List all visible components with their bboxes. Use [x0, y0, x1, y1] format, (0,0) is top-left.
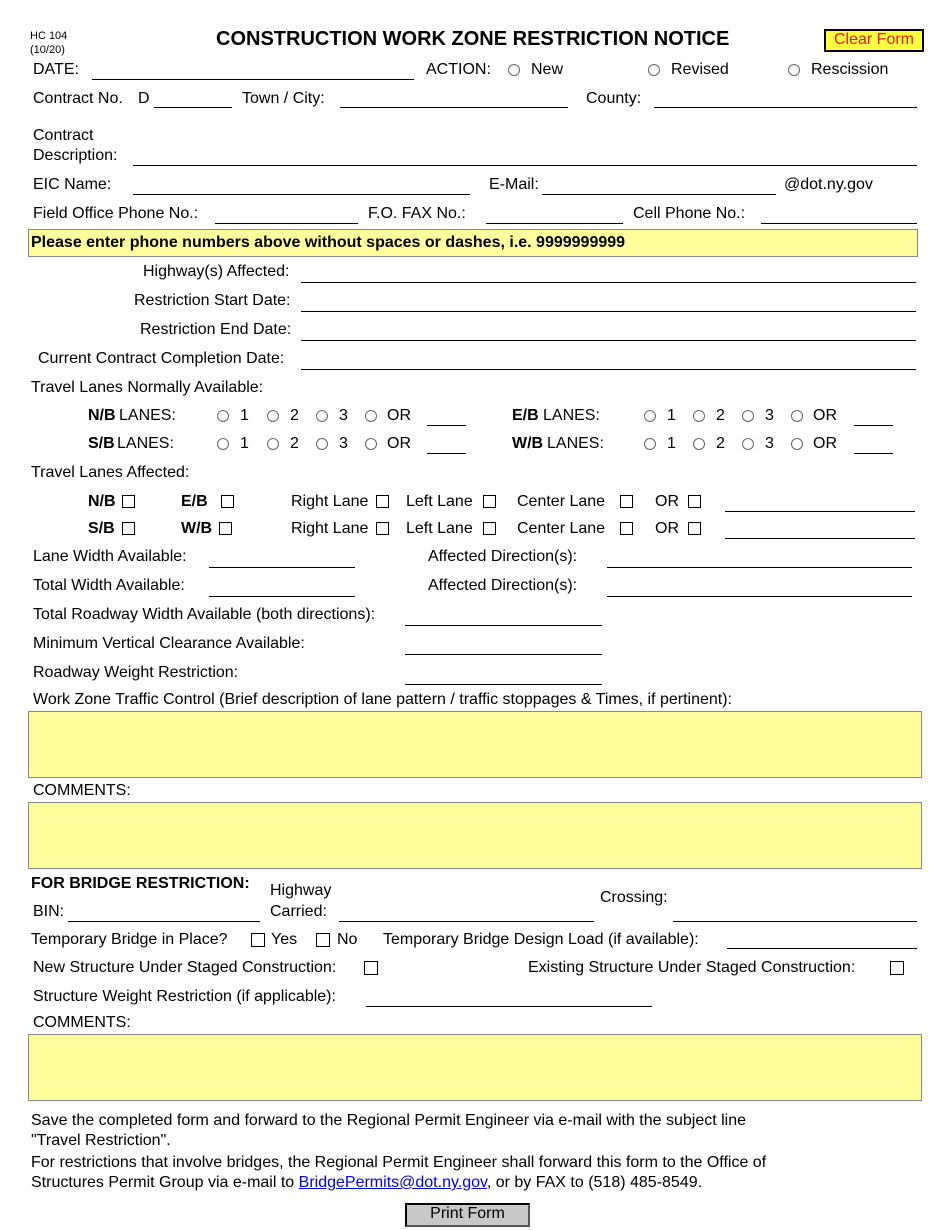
restriction-start-label: Restriction Start Date: [134, 292, 291, 309]
weight-restriction-field[interactable] [405, 684, 602, 685]
contract-description-field[interactable] [133, 165, 917, 166]
contract-description-label-1: Contract [33, 127, 94, 144]
comments-textarea-1[interactable] [28, 802, 922, 869]
restriction-start-field[interactable] [301, 311, 916, 312]
temp-bridge-no-checkbox[interactable] [316, 933, 330, 947]
affected-wb-label: W/B [181, 520, 213, 537]
action-revised-label: Revised [671, 61, 729, 78]
eic-name-label: EIC Name: [33, 176, 112, 193]
lane-width-label: Lane Width Available: [33, 548, 187, 565]
row1-other-field[interactable] [725, 511, 915, 512]
wb-lanes-1-label: 1 [667, 435, 676, 452]
form-revision: (10/20) [30, 44, 65, 56]
contract-no-field[interactable] [154, 107, 232, 108]
row1-or-label: OR [655, 493, 679, 510]
eb-lanes-2-radio[interactable] [693, 410, 705, 422]
structure-weight-label: Structure Weight Restriction (if applicable): [33, 988, 336, 1005]
eb-lanes-label: LANES: [543, 407, 600, 424]
total-width-label: Total Width Available: [33, 577, 185, 594]
nb-lanes-1-radio[interactable] [217, 410, 229, 422]
eb-lanes-1-radio[interactable] [644, 410, 656, 422]
wb-lanes-other-field[interactable] [854, 453, 893, 454]
field-office-phone-field[interactable] [215, 223, 358, 224]
temp-design-load-field[interactable] [727, 948, 917, 949]
contract-prefix: D [138, 90, 150, 107]
sb-lanes-1-label: 1 [240, 435, 249, 452]
affected-sb-checkbox[interactable] [122, 522, 135, 535]
nb-lanes-other-field[interactable] [427, 425, 466, 426]
new-structure-label: New Structure Under Staged Construction: [33, 959, 337, 976]
temp-bridge-no-label: No [337, 931, 358, 948]
lane-width-direction-field[interactable] [607, 567, 912, 568]
temp-bridge-yes-label: Yes [271, 931, 298, 948]
completion-date-label: Current Contract Completion Date: [38, 350, 285, 367]
temp-design-load-label: Temporary Bridge Design Load (if available): [383, 931, 699, 948]
highways-affected-label: Highway(s) Affected: [143, 263, 290, 280]
wb-lanes-3-label: 3 [765, 435, 774, 452]
crossing-label: Crossing: [600, 889, 668, 906]
bin-label: BIN: [33, 903, 65, 920]
date-label: DATE: [33, 61, 79, 78]
eb-lanes-other-field[interactable] [854, 425, 893, 426]
highways-affected-field[interactable] [301, 282, 916, 283]
weight-restriction-label: Roadway Weight Restriction: [33, 664, 239, 681]
row2-left-lane-label: Left Lane [406, 520, 473, 537]
lane-width-field[interactable] [209, 567, 355, 568]
affected-sb-label: S/B [88, 520, 115, 537]
eb-lanes-2-label: 2 [716, 407, 725, 424]
footer-line-3: For restrictions that involve bridges, the Regional Permit Engineer shall forward this form to the Office of [31, 1154, 767, 1171]
sb-label: S/B [88, 435, 115, 452]
total-roadway-label: Total Roadway Width Available (both directions): [33, 606, 376, 623]
min-clearance-label: Minimum Vertical Clearance Available: [33, 635, 305, 652]
row2-or-checkbox[interactable] [688, 522, 701, 535]
footer-line-4-suffix: , or by FAX to (518) 485-8549. [486, 1174, 703, 1191]
print-form-button[interactable]: Print Form [405, 1203, 530, 1227]
lane-width-direction-label: Affected Direction(s): [428, 548, 578, 565]
existing-structure-checkbox[interactable] [890, 961, 904, 975]
bridge-restriction-header: FOR BRIDGE RESTRICTION: [31, 875, 250, 892]
wb-lanes-2-label: 2 [716, 435, 725, 452]
sb-lanes-3-radio[interactable] [316, 438, 328, 450]
nb-lanes-3-radio[interactable] [316, 410, 328, 422]
comments-label-2: COMMENTS: [33, 1014, 131, 1031]
row2-other-field[interactable] [725, 538, 915, 539]
sb-lanes-or-label: OR [387, 435, 411, 452]
page-title: CONSTRUCTION WORK ZONE RESTRICTION NOTICE [216, 28, 730, 50]
clear-form-button[interactable]: Clear Form [824, 29, 924, 52]
lanes-affected-label: Travel Lanes Affected: [31, 464, 190, 481]
comments-label-1: COMMENTS: [33, 782, 131, 799]
total-width-direction-field[interactable] [607, 596, 912, 597]
total-roadway-field[interactable] [405, 625, 602, 626]
town-label: Town / City: [242, 90, 325, 107]
fo-fax-field[interactable] [486, 223, 623, 224]
affected-nb-label: N/B [88, 493, 116, 510]
action-label: ACTION: [426, 61, 491, 78]
action-new-label: New [531, 61, 564, 78]
eb-lanes-3-radio[interactable] [742, 410, 754, 422]
action-new-radio[interactable] [508, 64, 520, 76]
fo-fax-label: F.O. FAX No.: [368, 205, 466, 222]
eb-lanes-or-radio[interactable] [791, 410, 803, 422]
row1-right-lane-checkbox[interactable] [376, 495, 389, 508]
row2-left-lane-checkbox[interactable] [483, 522, 496, 535]
row2-right-lane-checkbox[interactable] [376, 522, 389, 535]
eb-lanes-3-label: 3 [765, 407, 774, 424]
total-width-direction-label: Affected Direction(s): [428, 577, 578, 594]
wb-lanes-or-label: OR [813, 435, 837, 452]
sb-lanes-3-label: 3 [339, 435, 348, 452]
contract-no-label: Contract No. [33, 90, 123, 107]
bin-field[interactable] [68, 921, 260, 922]
wz-control-label: Work Zone Traffic Control (Brief description of lane pattern / traffic stoppages & Times, if pertinent): [33, 691, 732, 708]
temp-bridge-label: Temporary Bridge in Place? [31, 931, 228, 948]
sb-lanes-other-field[interactable] [427, 453, 466, 454]
normally-available-label: Travel Lanes Normally Available: [31, 379, 264, 396]
eb-lanes-or-label: OR [813, 407, 837, 424]
eb-lanes-1-label: 1 [667, 407, 676, 424]
restriction-end-label: Restriction End Date: [140, 321, 292, 338]
field-office-phone-label: Field Office Phone No.: [33, 205, 199, 222]
nb-lanes-label: LANES: [119, 407, 176, 424]
completion-date-field[interactable] [301, 369, 916, 370]
nb-lanes-3-label: 3 [339, 407, 348, 424]
form-number: HC 104 [30, 30, 68, 42]
wz-control-textarea[interactable] [28, 711, 922, 778]
footer-line-4 [31, 1174, 702, 1192]
action-revised-radio[interactable] [648, 64, 660, 76]
sb-lanes-2-label: 2 [290, 435, 299, 452]
cell-phone-label: Cell Phone No.: [633, 205, 746, 222]
town-field[interactable] [340, 107, 568, 108]
highway-carried-field[interactable] [339, 921, 594, 922]
action-rescission-radio[interactable] [788, 64, 800, 76]
total-width-field[interactable] [209, 596, 355, 597]
row1-right-lane-label: Right Lane [291, 493, 369, 510]
min-clearance-field[interactable] [405, 654, 602, 655]
phone-notice-text: Please enter phone numbers above without spaces or dashes, i.e. 9999999999 [31, 234, 626, 251]
nb-lanes-2-radio[interactable] [267, 410, 279, 422]
sb-lanes-2-radio[interactable] [267, 438, 279, 450]
row1-center-lane-checkbox[interactable] [620, 495, 633, 508]
wb-lanes-label: LANES: [547, 435, 604, 452]
bridge-permits-email-link[interactable]: BridgePermits@dot.ny.gov [298, 1174, 487, 1191]
eic-name-field[interactable] [133, 194, 470, 195]
restriction-end-field[interactable] [301, 340, 916, 341]
county-label: County: [586, 90, 642, 107]
nb-label: N/B [88, 407, 116, 424]
wb-lanes-or-radio[interactable] [791, 438, 803, 450]
sb-lanes-or-radio[interactable] [365, 438, 377, 450]
date-field[interactable] [92, 79, 414, 80]
eb-label: E/B [512, 407, 539, 424]
existing-structure-label: Existing Structure Under Staged Construction: [528, 959, 856, 976]
row1-left-lane-checkbox[interactable] [483, 495, 496, 508]
affected-wb-checkbox[interactable] [219, 522, 232, 535]
carried-label: Carried: [270, 903, 327, 920]
affected-eb-checkbox[interactable] [221, 495, 234, 508]
contract-description-label-2: Description: [33, 147, 118, 164]
affected-eb-label: E/B [181, 493, 208, 510]
comments-textarea-2[interactable] [28, 1034, 922, 1101]
wb-label: W/B [512, 435, 544, 452]
email-label: E-Mail: [489, 176, 539, 193]
action-rescission-label: Rescission [811, 61, 889, 78]
sb-lanes-label: LANES: [117, 435, 174, 452]
wb-lanes-1-radio[interactable] [644, 438, 656, 450]
footer-line-2: "Travel Restriction". [31, 1132, 171, 1149]
footer-line-1: Save the completed form and forward to the Regional Permit Engineer via e-mail with the subject line [31, 1112, 747, 1129]
new-structure-checkbox[interactable] [364, 961, 378, 975]
affected-nb-checkbox[interactable] [122, 495, 135, 508]
email-domain: @dot.ny.gov [784, 176, 873, 193]
footer-line-4-prefix: Structures Permit Group via e-mail to [31, 1174, 295, 1191]
highway-label: Highway [270, 882, 332, 899]
nb-lanes-2-label: 2 [290, 407, 299, 424]
county-field[interactable] [654, 107, 917, 108]
row2-center-lane-checkbox[interactable] [620, 522, 633, 535]
cell-phone-field[interactable] [761, 223, 917, 224]
row2-or-label: OR [655, 520, 679, 537]
row2-center-lane-label: Center Lane [517, 520, 606, 537]
row1-center-lane-label: Center Lane [517, 493, 606, 510]
crossing-field[interactable] [673, 921, 917, 922]
nb-lanes-or-radio[interactable] [365, 410, 377, 422]
row1-left-lane-label: Left Lane [406, 493, 473, 510]
nb-lanes-or-label: OR [387, 407, 411, 424]
structure-weight-field[interactable] [366, 1006, 652, 1007]
row1-or-checkbox[interactable] [688, 495, 701, 508]
temp-bridge-yes-checkbox[interactable] [251, 933, 265, 947]
email-field[interactable] [542, 194, 776, 195]
wb-lanes-2-radio[interactable] [693, 438, 705, 450]
sb-lanes-1-radio[interactable] [217, 438, 229, 450]
wb-lanes-3-radio[interactable] [742, 438, 754, 450]
nb-lanes-1-label: 1 [240, 407, 249, 424]
row2-right-lane-label: Right Lane [291, 520, 369, 537]
